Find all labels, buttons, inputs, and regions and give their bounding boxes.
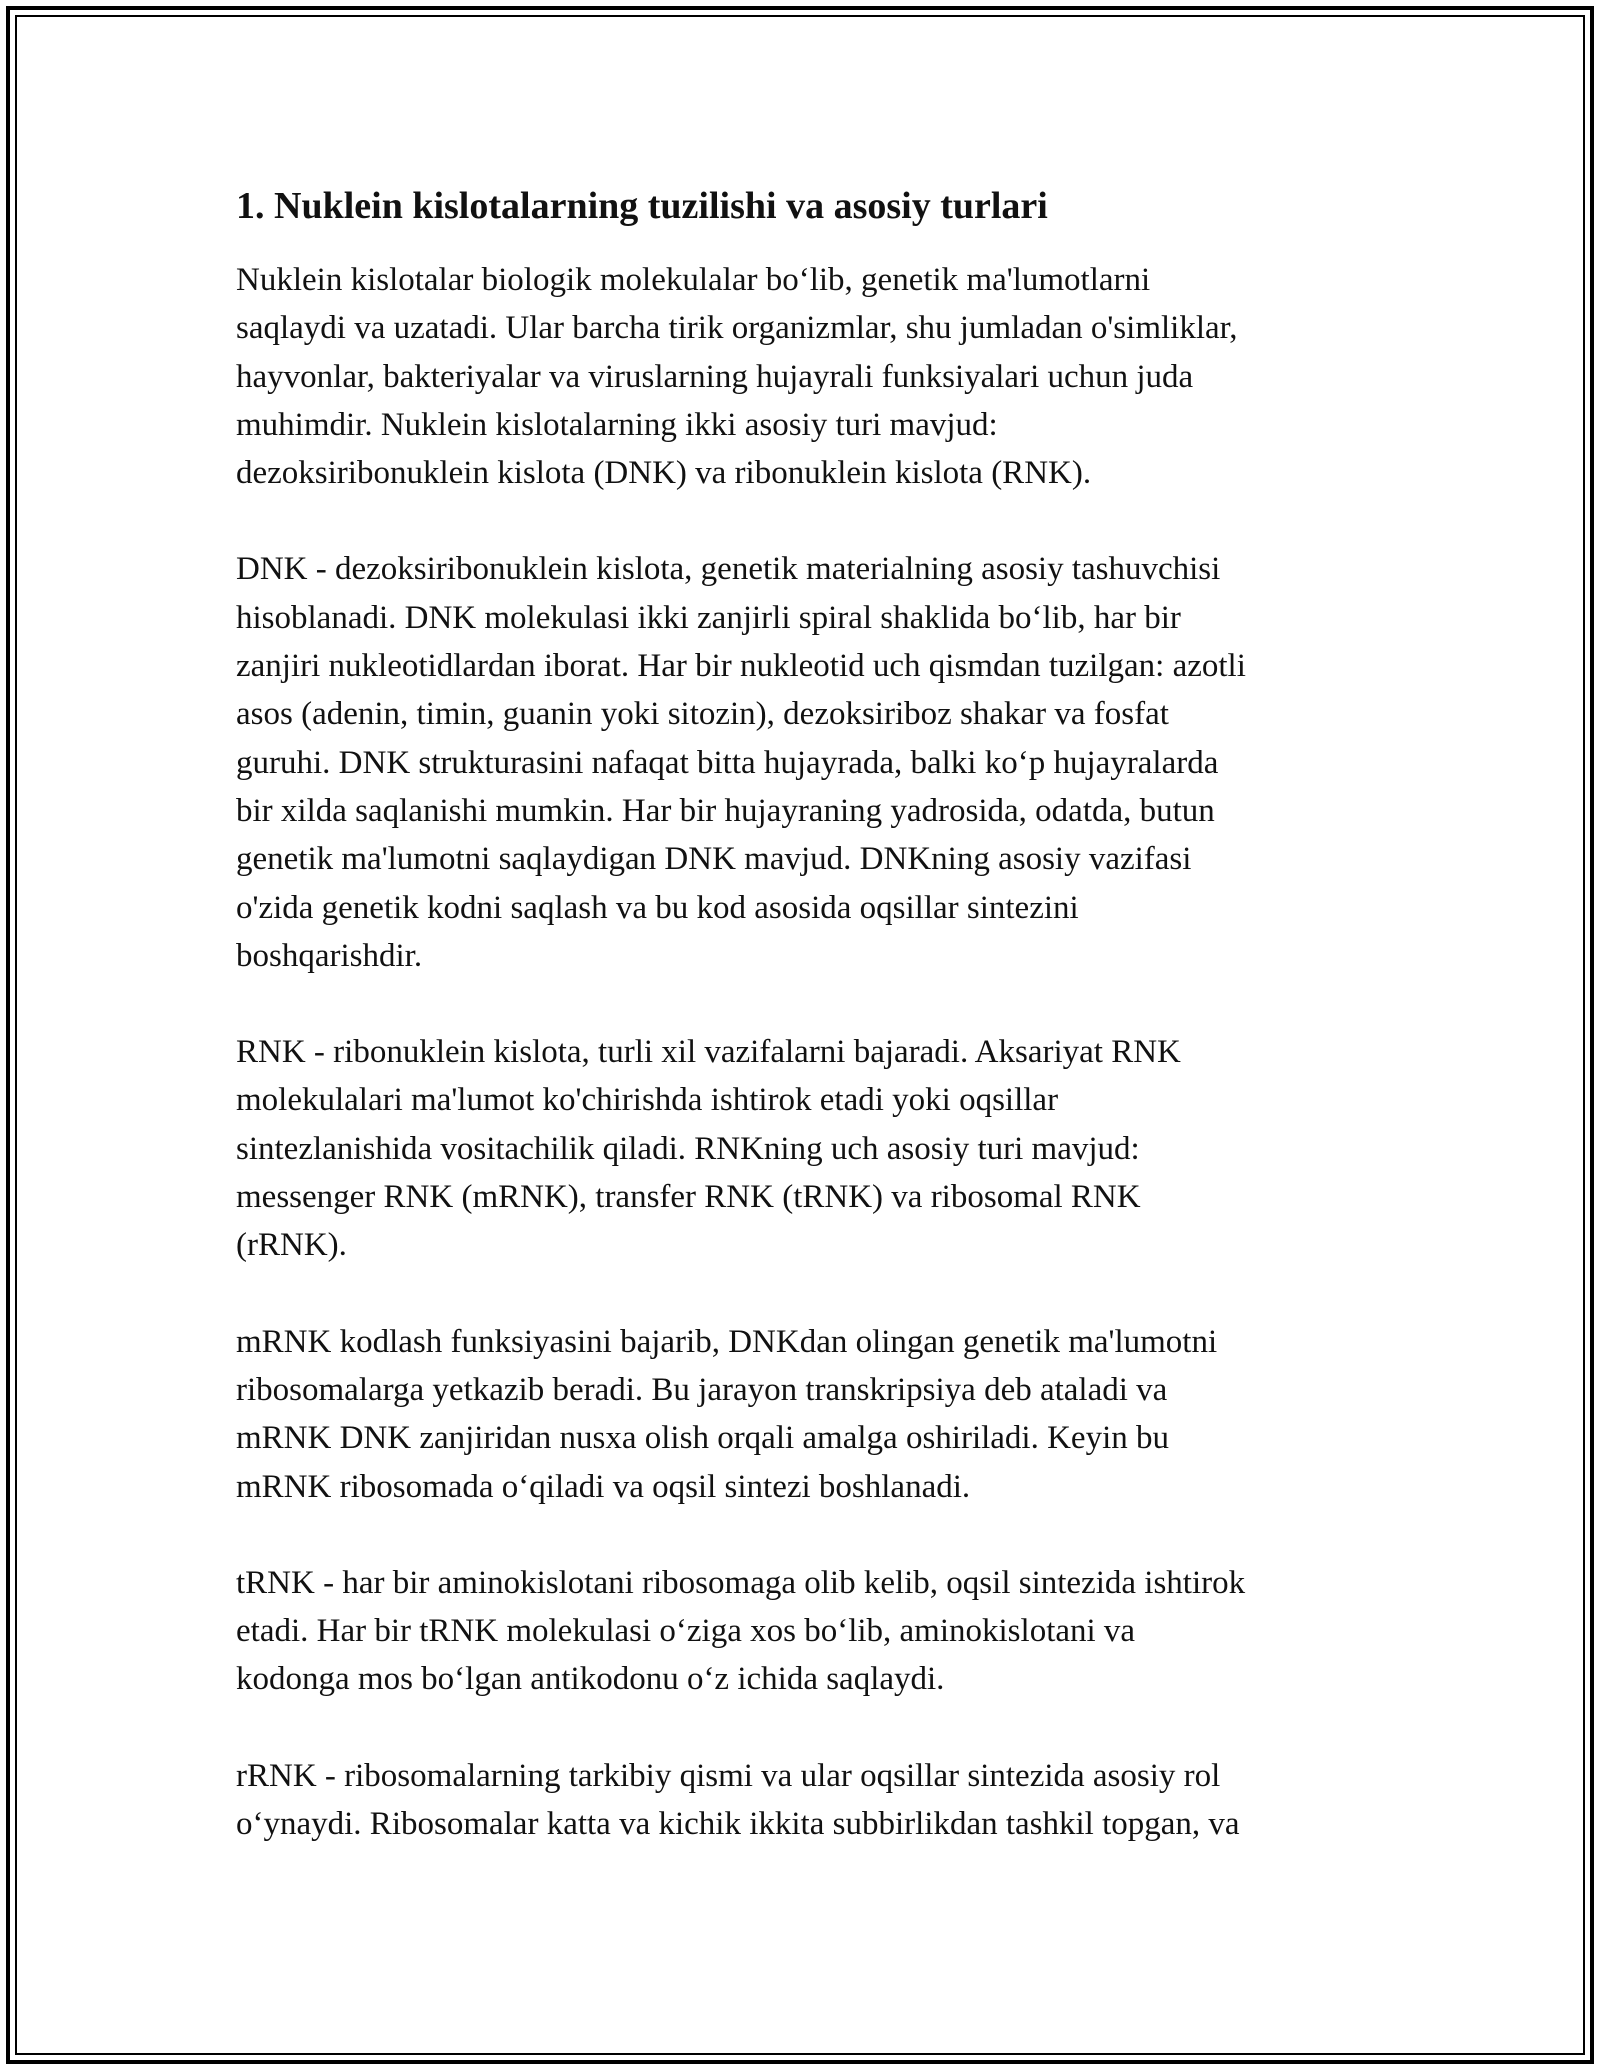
paragraph — [236, 1318, 1366, 1511]
paragraph-line: molekulalari ma'lumot ko'chirishda ishtirok etadi yoki oqsillar — [236, 1082, 1059, 1119]
document-body — [236, 182, 1366, 1896]
paragraph-line: kodonga mos bo‘lgan antikodonu o‘z ichida saqlaydi. — [236, 1661, 945, 1698]
paragraph-line: (rRNK). — [236, 1227, 347, 1264]
paragraph-list — [236, 256, 1366, 1848]
paragraph-line: mRNK DNK zanjiridan nusxa olish orqali amalga oshiriladi. Keyin bu — [236, 1420, 1169, 1457]
paragraph — [236, 1752, 1366, 1849]
section-title: 1. Nuklein kislotalarning tuzilishi va asosiy turlari — [236, 185, 1048, 227]
paragraph-line: Nuklein kislotalar biologik molekulalar bo‘lib, genetik ma'lumotlarni — [236, 262, 1151, 298]
paragraph-line: boshqarishdir. — [236, 937, 423, 974]
paragraph — [236, 545, 1366, 980]
paragraph — [236, 1559, 1366, 1704]
paragraph-line: tRNK - har bir aminokislotani ribosomaga olib kelib, oqsil sintezida ishtirok — [236, 1564, 1246, 1601]
paragraph-line: genetik ma'lumotni saqlaydigan DNK mavjud. DNKning asosiy vazifasi — [236, 841, 1192, 878]
paragraph-line: zanjiri nukleotidlardan iborat. Har bir nukleotid uch qismdan tuzilgan: azotli — [236, 648, 1246, 685]
paragraph-line: rRNK - ribosomalarning tarkibiy qismi va ular oqsillar sintezida asosiy rol — [236, 1757, 1221, 1794]
paragraph-line: muhimdir. Nuklein kislotalarning ikki asosiy turi mavjud: — [236, 406, 998, 443]
paragraph — [236, 256, 1366, 497]
paragraph-line: etadi. Har bir tRNK molekulasi o‘ziga xos bo‘lib, aminokislotani va — [236, 1613, 1136, 1650]
paragraph-line: ribosomalarga yetkazib beradi. Bu jarayon transkripsiya deb ataladi va — [236, 1371, 1168, 1408]
paragraph-line: mRNK ribosomada o‘qiladi va oqsil sintezi boshlanadi. — [236, 1468, 971, 1505]
paragraph-line: dezoksiribonuklein kislota (DNK) va ribonuklein kislota (RNK). — [236, 455, 1092, 492]
paragraph-line: asos (adenin, timin, guanin yoki sitozin), dezoksiriboz shakar va fosfat — [236, 696, 1169, 733]
paragraph-line: guruhi. DNK strukturasini nafaqat bitta hujayrada, balki ko‘p hujayralarda — [236, 744, 1219, 781]
paragraph-line: o‘ynaydi. Ribosomalar katta va kichik ikkita subbirlikdan tashkil topgan, va — [236, 1806, 1240, 1843]
paragraph-line: hayvonlar, bakteriyalar va viruslarning hujayrali funksiyalari uchun juda — [236, 358, 1194, 395]
paragraph-line: DNK - dezoksiribonuklein kislota, genetik materialning asosiy tashuvchisi — [236, 551, 1221, 588]
paragraph-line: RNK - ribonuklein kislota, turli xil vazifalarni bajaradi. Aksariyat RNK — [236, 1034, 1181, 1071]
paragraph-line: o'zida genetik kodni saqlash va bu kod asosida oqsillar sintezini — [236, 889, 1079, 926]
paragraph-line: messenger RNK (mRNK), transfer RNK (tRNK) va ribosomal RNK — [236, 1179, 1141, 1216]
paragraph — [236, 1028, 1366, 1269]
paragraph-line: saqlaydi va uzatadi. Ular barcha tirik organizmlar, shu jumladan o'simliklar, — [236, 310, 1238, 347]
paragraph-line: bir xilda saqlanishi mumkin. Har bir hujayraning yadrosida, odatda, butun — [236, 792, 1215, 829]
paragraph-line: hisoblanadi. DNK molekulasi ikki zanjirli spiral shaklida bo‘lib, har bir — [236, 599, 1181, 636]
paragraph-line: sintezlanishida vositachilik qiladi. RNKning uch asosiy turi mavjud: — [236, 1130, 1140, 1167]
paragraph-line: mRNK kodlash funksiyasini bajarib, DNKdan olingan genetik ma'lumotni — [236, 1323, 1218, 1360]
